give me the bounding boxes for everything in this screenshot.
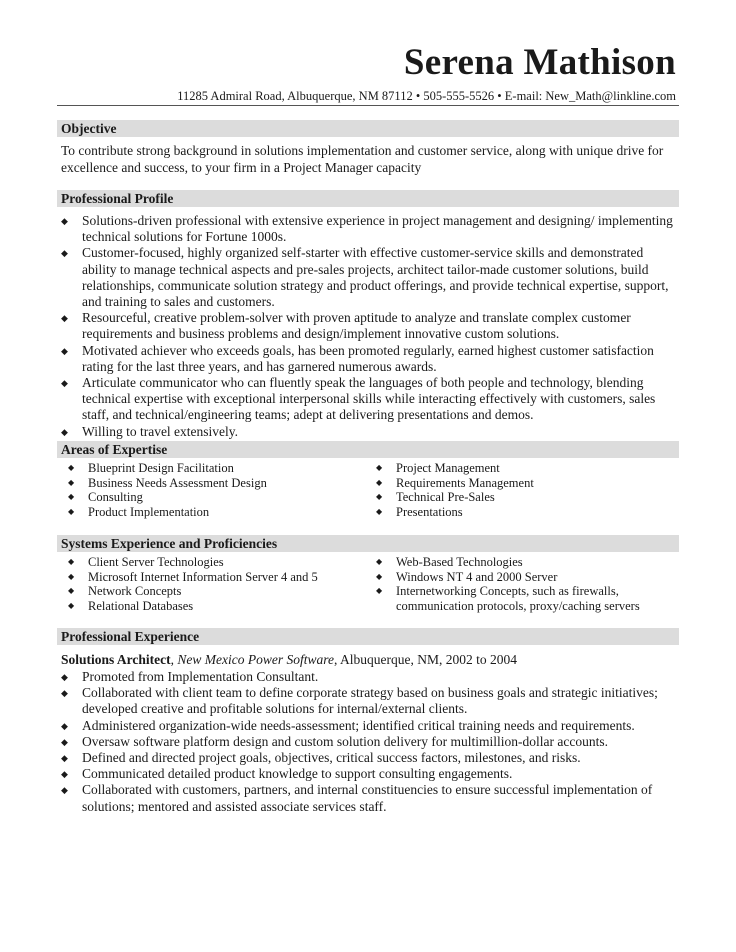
- list-item: ◆ Customer-focused, highly organized self-starter with effective customer-service skills and demonstrated ability to manage technical aspects and pre-sales projects, architect tailor-made customer solutions, build relationships, communicate solution strategy and product offerings, and provide technical expertise, support, and training to sales and customers.: [61, 245, 669, 310]
- list-item: ◆ Blueprint Design Facilitation: [68, 461, 234, 475]
- list-item: ◆ Presentations: [376, 504, 463, 519]
- list-item: ◆ Promoted from Implementation Consultant.: [61, 669, 319, 684]
- list-item: ◆ Technical Pre-Sales: [376, 490, 495, 504]
- job-company: New Mexico Power Software: [177, 652, 334, 667]
- candidate-name: Serena Mathison: [403, 42, 676, 83]
- list-item: ◆ Client Server Technologies: [68, 555, 224, 569]
- bullet-icon: ◆: [61, 688, 68, 699]
- section-heading-expertise: Areas of Expertise: [57, 441, 679, 458]
- list-item: ◆ Willing to travel extensively.: [61, 423, 239, 439]
- list-item: ◆ Web-Based Technologies: [376, 555, 523, 569]
- list-item: ◆ Resourceful, creative problem-solver with proven aptitude to analyze and translate complex customer requirements and business problems and design/implement innovative custom solutions.: [61, 310, 631, 342]
- bullet-icon: ◆: [376, 506, 383, 516]
- systems-right-list: [376, 555, 676, 613]
- list-item: ◆ Oversaw software platform design and custom solution delivery for multimillion-dollar accounts.: [61, 733, 609, 749]
- list-item: ◆ Collaborated with client team to define corporate strategy based on business goals and strategic initiatives; developed creative and profitable solutions for internal/external clients.: [61, 685, 658, 717]
- bullet-icon: ◆: [61, 753, 68, 764]
- bullet-icon: ◆: [61, 248, 68, 259]
- bullet-icon: ◆: [68, 557, 75, 566]
- bullet-icon: ◆: [61, 378, 68, 389]
- section-heading-systems: Systems Experience and Proficiencies: [57, 535, 679, 552]
- bullet-icon: ◆: [68, 477, 75, 487]
- systems-left-list: [68, 555, 358, 613]
- bullet-icon: ◆: [61, 345, 68, 356]
- bullet-icon: ◆: [61, 785, 68, 796]
- objective-text: To contribute strong background in solutions implementation and customer service, along with unique drive for excellence and success, to your firm in a Project Manager capacity: [61, 143, 664, 175]
- bullet-icon: ◆: [376, 463, 383, 472]
- list-item: ◆ Collaborated with customers, partners, and internal constituencies to ensure successful implementation of solutions; mentored and assisted associate services staff.: [61, 782, 653, 814]
- bullet-icon: ◆: [61, 736, 68, 747]
- list-item: ◆ Motivated achiever who exceeds goals, has been promoted regularly, earned highest customer satisfaction rating for the last three years, and has garnered numerous awards.: [61, 342, 654, 374]
- list-item: ◆ Administered organization-wide needs-assessment; identified critical training needs and requirements.: [61, 717, 635, 733]
- contact-line: 11285 Admiral Road, Albuquerque, NM 87112 • 505-555-5526 • E-mail: New_Math@linkline.com: [177, 89, 676, 103]
- bullet-icon: ◆: [68, 600, 75, 610]
- expertise-right-list: [376, 461, 676, 519]
- bullet-icon: ◆: [376, 477, 383, 487]
- bullet-icon: ◆: [68, 506, 75, 516]
- bullet-icon: ◆: [376, 586, 383, 595]
- section-heading-experience: Professional Experience: [57, 628, 679, 645]
- expertise-left-list: [68, 461, 358, 519]
- bullet-icon: ◆: [61, 313, 68, 324]
- job-location-dates: , Albuquerque, NM, 2002 to 2004: [334, 652, 517, 667]
- bullet-icon: ◆: [61, 672, 68, 682]
- experience-list: [61, 669, 677, 815]
- job-title-line: [61, 652, 517, 668]
- list-item: ◆ Relational Databases: [68, 598, 194, 613]
- bullet-icon: ◆: [376, 492, 383, 501]
- bullet-icon: ◆: [61, 216, 68, 226]
- section-heading-profile: Professional Profile: [57, 190, 679, 207]
- job-separator: ,: [170, 652, 178, 667]
- bullet-icon: ◆: [376, 571, 383, 581]
- job-role: Solutions Architect: [61, 652, 171, 667]
- list-item: ◆ Internetworking Concepts, such as firewalls, communication protocols, proxy/caching servers: [376, 584, 640, 613]
- list-item: ◆ Product Implementation: [68, 504, 210, 519]
- bullet-icon: ◆: [376, 557, 383, 566]
- bullet-icon: ◆: [68, 586, 75, 595]
- list-item: ◆ Business Needs Assessment Design: [68, 475, 267, 490]
- list-item: ◆ Articulate communicator who can fluently speak the languages of both people and technology, blending technical expertise with exceptional interpersonal skills while interacting effectively with customers, sales staff, and technical/engineering teams; adept at delivering presentations and demos.: [61, 375, 656, 423]
- list-item: ◆ Requirements Management: [376, 475, 534, 490]
- bullet-icon: ◆: [61, 426, 68, 437]
- list-item: ◆ Windows NT 4 and 2000 Server: [376, 569, 558, 584]
- bullet-icon: ◆: [61, 720, 68, 731]
- list-item: ◆ Solutions-driven professional with extensive experience in project management and designing/ implementing technical solutions for Fortune 1000s.: [61, 213, 673, 245]
- list-item: ◆ Project Management: [376, 461, 500, 475]
- list-item: ◆ Network Concepts: [68, 584, 182, 598]
- profile-list: [61, 213, 677, 440]
- list-item: ◆ Consulting: [68, 490, 143, 504]
- list-item: ◆ Communicated detailed product knowledge to support consulting engagements.: [61, 766, 513, 782]
- bullet-icon: ◆: [68, 571, 75, 581]
- section-heading-objective: Objective: [57, 120, 679, 137]
- bullet-icon: ◆: [68, 492, 75, 501]
- bullet-icon: ◆: [68, 463, 75, 472]
- list-item: ◆ Defined and directed project goals, objectives, critical success factors, milestones, and risks.: [61, 750, 581, 766]
- list-item: ◆ Microsoft Internet Information Server 4 and 5: [68, 569, 318, 584]
- bullet-icon: ◆: [61, 769, 68, 780]
- header-rule: [57, 105, 679, 106]
